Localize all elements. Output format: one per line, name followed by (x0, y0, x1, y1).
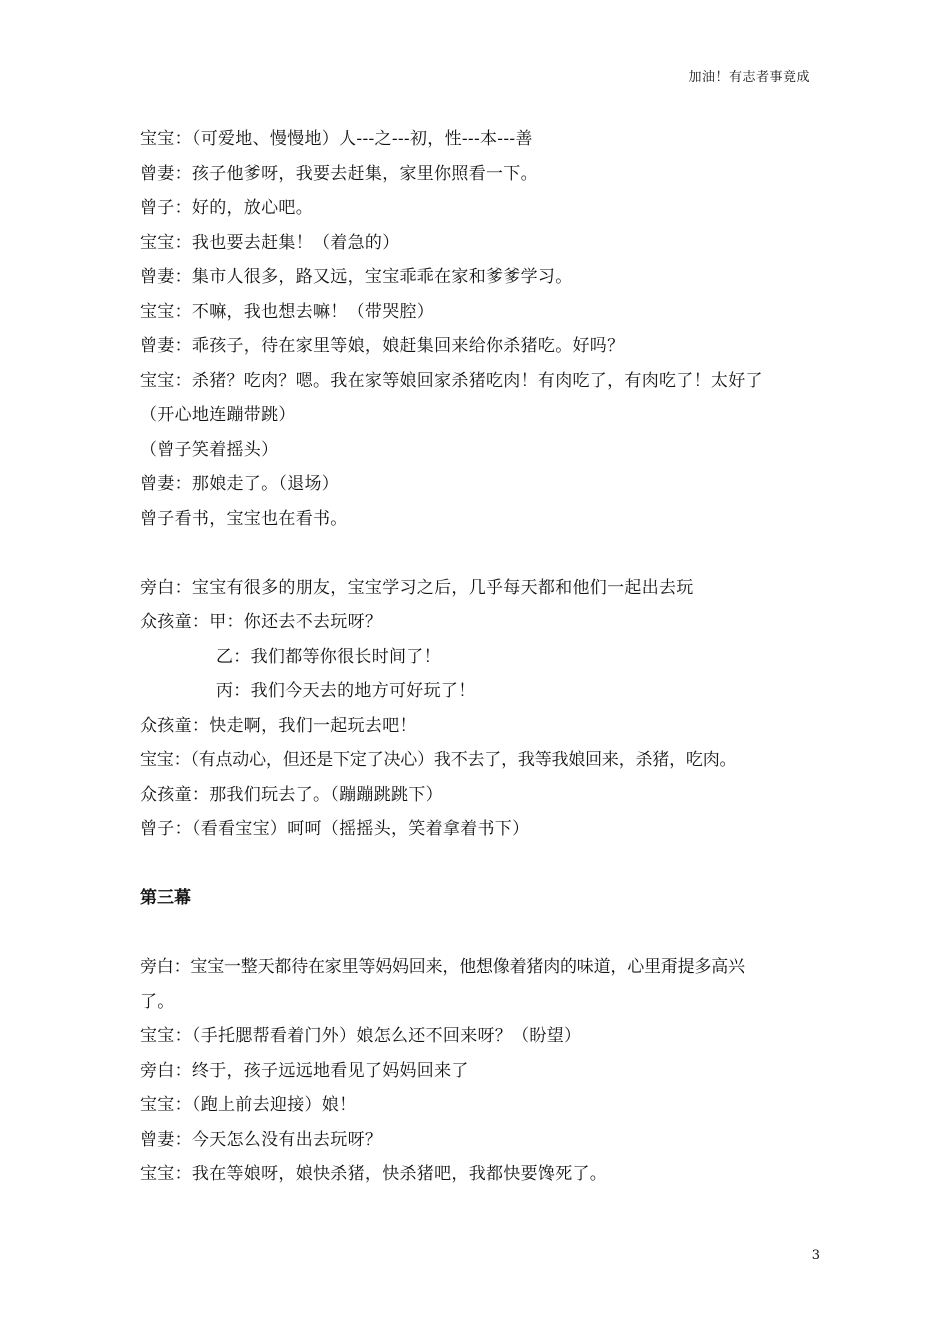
script-body (140, 122, 820, 1192)
dialogue-line: 曾妻：那娘走了。（退场） (140, 474, 340, 494)
dialogue-line: 曾妻：孩子他爹呀，我要去赶集，家里你照看一下。 (140, 163, 538, 184)
dialogue-line: 众孩童：快走啊，我们一起玩去吧！ (140, 715, 417, 736)
stage-direction: 曾子看书，宝宝也在看书。 (140, 508, 348, 529)
dialogue-line: 宝宝：（跑上前去迎接）娘！ (140, 1095, 357, 1115)
dialogue-line: 宝宝：（手托腮帮看着门外）娘怎么还不回来呀？（盼望） (140, 1026, 582, 1046)
dialogue-line: 宝宝：我在等娘呀，娘快杀猪，快杀猪吧，我都快要馋死了。 (140, 1164, 608, 1184)
dialogue-line: 曾妻：乖孩子，待在家里等娘，娘赶集回来给你杀猪吃。好吗？ (140, 336, 625, 356)
dialogue-line: 乙：我们都等你很长时间了！ (216, 646, 441, 667)
narration-line: 了。 (140, 991, 175, 1012)
stage-direction: （开心地连蹦带跳） (140, 405, 296, 425)
blank-line (140, 847, 820, 882)
dialogue-line: 宝宝：杀猪？吃肉？嗯。我在家等娘回家杀猪吃肉！有肉吃了，有肉吃了！太好了 (140, 370, 763, 391)
dialogue-line: 丙：我们今天去的地方可好玩了！ (216, 681, 476, 701)
dialogue-line: 曾子：好的，放心吧。 (140, 198, 313, 218)
dialogue-line: 众孩童：那我们玩去了。（蹦蹦跳跳下） (140, 784, 443, 805)
dialogue-line: 曾妻：集市人很多，路又远，宝宝乖乖在家和爹爹学习。 (140, 267, 573, 287)
dialogue-line: 宝宝：（可爱地、慢慢地）人---之---初，性---本---善 (140, 129, 533, 149)
page-number: 3 (811, 1248, 820, 1263)
blank-line (140, 536, 820, 571)
blank-line (140, 916, 820, 951)
dialogue-line: 曾妻：今天怎么没有出去玩呀？ (140, 1129, 383, 1150)
dialogue-line: 宝宝：我也要去赶集！（着急的） (140, 232, 400, 253)
stage-direction: （曾子笑着摇头） (140, 439, 279, 460)
narration-line: 旁白：宝宝有很多的朋友，宝宝学习之后，几乎每天都和他们一起出去玩 (140, 577, 694, 598)
page-header: 加油！有志者事竟成 (688, 70, 810, 85)
dialogue-line: 众孩童：甲：你还去不去玩呀？ (140, 612, 383, 632)
section-heading: 第三幕 (140, 888, 191, 908)
narration-line: 旁白：终于，孩子远远地看见了妈妈回来了 (140, 1060, 469, 1081)
narration-line: 旁白：宝宝一整天都待在家里等妈妈回来，他想像着猪肉的味道，心里甭提多高兴 (140, 957, 745, 977)
dialogue-line: 宝宝：（有点动心，但还是下定了决心）我不去了，我等我娘回来，杀猪，吃肉。 (140, 750, 737, 770)
dialogue-line: 宝宝：不嘛，我也想去嘛！（带哭腔） (140, 301, 435, 322)
dialogue-line: 曾子：（看看宝宝）呵呵（摇摇头，笑着拿着书下） (140, 819, 530, 839)
